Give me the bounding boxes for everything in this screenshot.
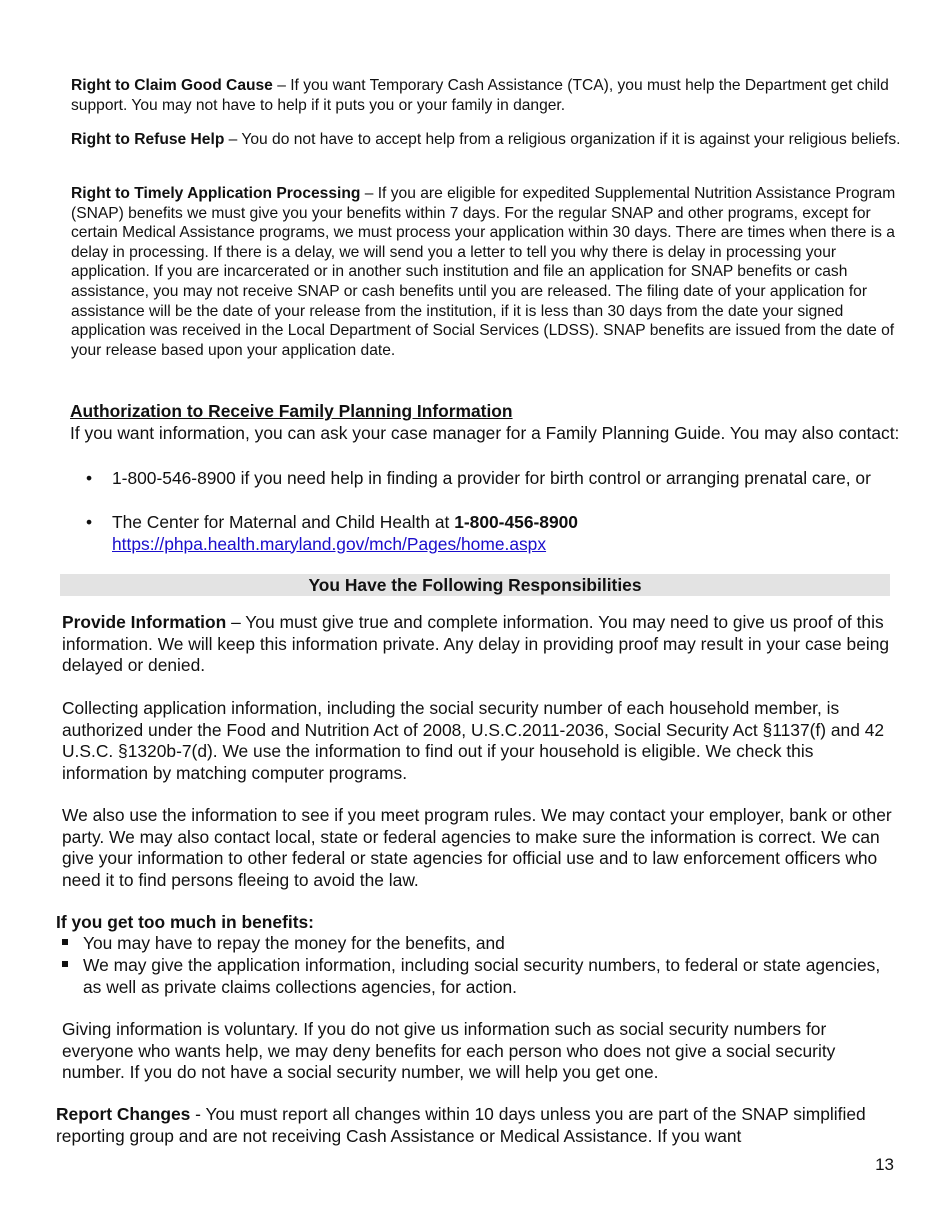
bullet-dot: • — [86, 468, 93, 488]
square-bullet-icon — [62, 961, 68, 967]
responsibilities-heading-band: You Have the Following Responsibilities — [60, 574, 890, 596]
maternal-child-health-text: The Center for Maternal and Child Health at — [112, 512, 455, 532]
provide-information-text: – You must give true and complete information. You may need to give us proof of this information. We will keep this information private. Any delay in providing proof may result in your case being delayed or denied. — [62, 612, 890, 676]
family-planning-intro: If you want information, you can ask your case manager for a Family Planning Guide. You may also contact: — [70, 422, 900, 443]
provide-information-paragraph — [62, 612, 892, 677]
report-changes-text: - You must report all changes within 10 days unless you are part of the SNAP simplified reporting group and are not receiving Cash Assistance or Medical Assistance. If you want — [56, 1104, 866, 1146]
right-good-cause-text: – If you want Temporary Cash Assistance (TCA), you must help the Department get child support. You may not have to help if it puts you or your family in danger. — [71, 77, 889, 114]
provide-information-title: Provide Information — [62, 612, 227, 632]
right-refuse-help-text: – You do not have to accept help from a religious organization if it is against your religious beliefs. — [224, 131, 901, 148]
right-timely-text: – If you are eligible for expedited Supplemental Nutrition Assistance Program (SNAP) benefits we must give you your benefits within 7 days. For the regular SNAP and other programs, except for certain Medical Assistance programs, we must process your application within 30 days. There are times when there is a delay in processing. If there is a delay, we will send you a letter to tell you why there is delay in processing your application. If you are incarcerated or in another such institution and file an application for SNAP benefits or cash assistance, you may not receive SNAP or cash benefits until you are released. The filing date of your application for assistance will be the date of your release from the institution, if it is less than 30 days from the date your signed application was received in the Local Department of Social Services (LDSS). SNAP benefits are issued from the date of your release based upon your application date. — [71, 185, 896, 359]
right-refuse-help-title: Right to Refuse Help — [71, 131, 225, 148]
family-planning-section — [70, 401, 900, 444]
bullet-dot: • — [86, 512, 93, 532]
maternal-child-health-link[interactable]: https://phpa.health.maryland.gov/mch/Pages/home.aspx — [112, 533, 547, 554]
right-timely-title: Right to Timely Application Processing — [71, 185, 361, 202]
family-planning-heading: Authorization to Receive Family Planning Information — [70, 401, 513, 421]
report-changes-paragraph — [56, 1104, 892, 1147]
too-much-bullet-2: We may give the application information, including social security numbers, to federal or state agencies, as well as private claims collections agencies, for action. — [83, 955, 881, 997]
page-number: 13 — [875, 1155, 894, 1174]
family-planning-bullet-1: 1-800-546-8900 if you need help in finding a provider for birth control or arranging prenatal care, or — [112, 468, 871, 488]
right-good-cause-title: Right to Claim Good Cause — [71, 77, 273, 94]
maternal-child-health-phone: 1-800-456-8900 — [454, 512, 578, 532]
too-much-heading: If you get too much in benefits: — [56, 912, 314, 932]
collecting-info-paragraph: Collecting application information, including the social security number of each household member, is authorized under the Food and Nutrition Act of 2008, U.S.C.2011-2036, Social Security Act §1137(f) and 42 U.S.C. §1320b-7(d). We use the information to find out if your household is eligible. We check this information by matching computer programs. — [62, 698, 885, 783]
family-planning-bullet-2 — [112, 512, 882, 555]
report-changes-title: Report Changes — [56, 1104, 191, 1124]
also-use-paragraph: We also use the information to see if you meet program rules. We may contact your employer, bank or other party. We may also contact local, state or federal agencies to make sure the information is correct. We can give your information to other federal or state agencies for official use and to law enforcement officers who need it to find persons fleeing to avoid the law. — [62, 805, 892, 890]
voluntary-paragraph: Giving information is voluntary. If you do not give us information such as social security numbers for everyone who wants help, we may deny benefits for each person who does not give a social security number. If you do not have a social security number, we will help you get one. — [62, 1019, 836, 1083]
right-timely-processing — [71, 184, 911, 360]
right-good-cause — [71, 76, 911, 115]
square-bullet-icon — [62, 939, 68, 945]
right-refuse-help — [71, 130, 911, 150]
too-much-bullet-1: You may have to repay the money for the benefits, and — [83, 933, 505, 953]
